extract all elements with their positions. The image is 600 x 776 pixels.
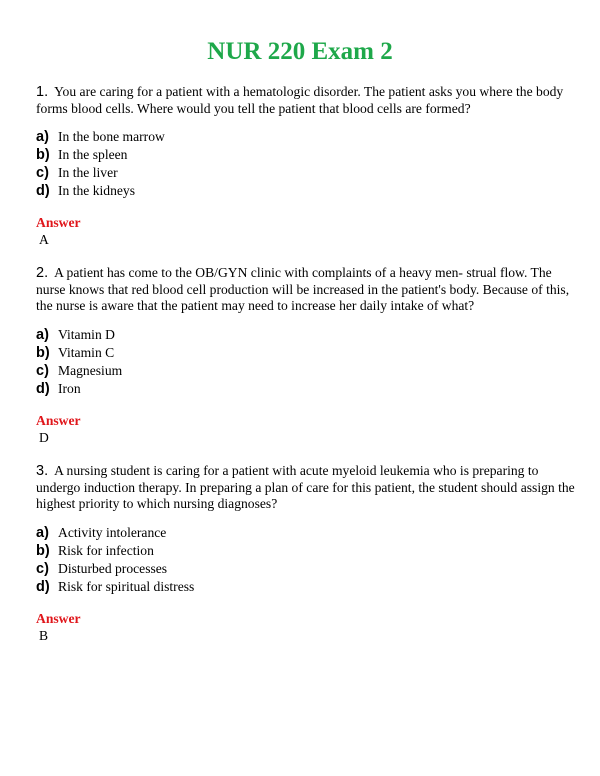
option-letter: a) <box>36 129 49 145</box>
question-2 <box>36 265 576 315</box>
option-d <box>36 182 576 200</box>
option-text: Risk for infection <box>58 543 154 558</box>
option-letter: d) <box>36 579 50 595</box>
option-text: In the bone marrow <box>58 129 165 144</box>
option-text: Disturbed processes <box>58 561 168 576</box>
option-letter: d) <box>36 381 50 397</box>
option-text: Vitamin C <box>58 345 115 360</box>
option-b <box>36 542 576 560</box>
option-text: Vitamin D <box>58 327 115 342</box>
answer-label: Answer <box>36 611 81 626</box>
question-number: 3. <box>36 463 49 479</box>
question-number: 1. <box>36 84 49 100</box>
option-text: In the spleen <box>58 147 128 162</box>
option-text: Activity intolerance <box>58 525 167 540</box>
option-letter: b) <box>36 147 50 163</box>
option-letter: d) <box>36 183 50 199</box>
answer-value: D <box>39 430 49 445</box>
option-letter: a) <box>36 327 49 343</box>
option-letter: c) <box>36 561 49 577</box>
option-b <box>36 146 576 164</box>
option-c <box>36 362 576 380</box>
options-3 <box>36 524 576 596</box>
option-d <box>36 578 576 596</box>
option-letter: a) <box>36 525 49 541</box>
option-c <box>36 560 576 578</box>
option-a <box>36 524 576 542</box>
question-number: 2. <box>36 265 49 281</box>
answer-label: Answer <box>36 215 81 230</box>
option-letter: b) <box>36 345 50 361</box>
option-text: Risk for spiritual distress <box>58 579 195 594</box>
option-letter: c) <box>36 363 49 379</box>
question-3 <box>36 463 576 513</box>
page-title: NUR 220 Exam 2 <box>207 38 393 65</box>
option-text: Magnesium <box>58 363 123 378</box>
question-text: A patient has come to the OB/GYN clinic with complaints of a heavy men- strual flow. The nurse knows that red blood cell production will be increased in the patient's body. Because of this, the nurse is aware that the patient may need to increase her daily intake of what? <box>36 265 570 313</box>
option-text: Iron <box>58 381 81 396</box>
question-1 <box>36 84 576 117</box>
option-letter: b) <box>36 543 50 559</box>
options-2 <box>36 326 576 398</box>
option-b <box>36 344 576 362</box>
question-text: A nursing student is caring for a patient with acute myeloid leukemia who is preparing to undergo induction therapy. In preparing a plan of care for this patient, the student should assign the highest priority to which nursing diagnoses? <box>36 463 575 511</box>
question-text: You are caring for a patient with a hematologic disorder. The patient asks you where the body forms blood cells. Where would you tell the patient that blood cells are formed? <box>36 84 564 116</box>
answer-value: A <box>39 232 49 247</box>
options-1 <box>36 128 576 200</box>
option-c <box>36 164 576 182</box>
option-text: In the liver <box>58 165 118 180</box>
answer-label: Answer <box>36 413 81 428</box>
option-a <box>36 128 576 146</box>
option-letter: c) <box>36 165 49 181</box>
option-d <box>36 380 576 398</box>
option-text: In the kidneys <box>58 183 136 198</box>
option-a <box>36 326 576 344</box>
answer-value: B <box>39 628 49 643</box>
